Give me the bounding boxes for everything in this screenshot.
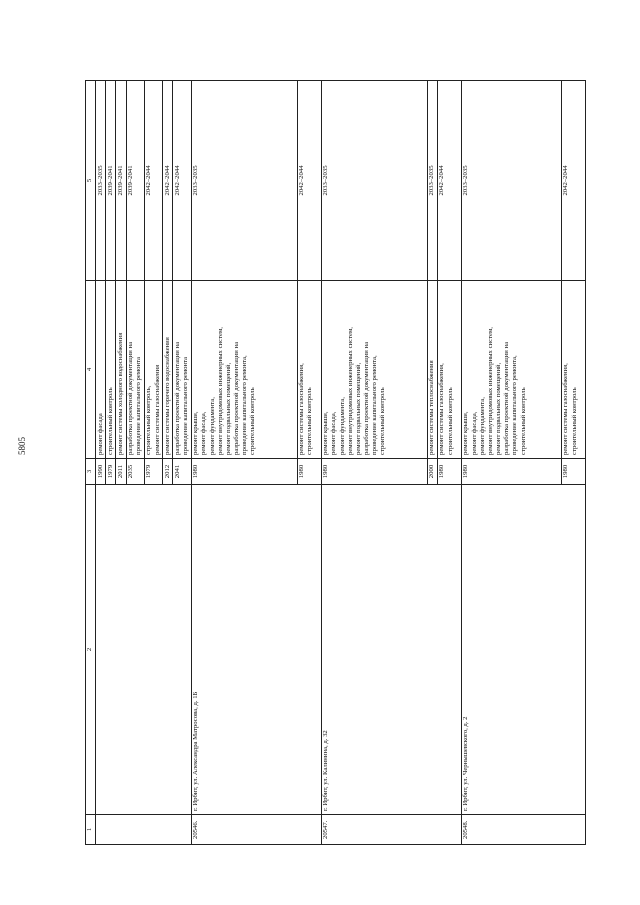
year-cell: 1980 bbox=[191, 459, 297, 485]
year-cell: 2041 bbox=[173, 459, 191, 485]
item-number-cell: 20546. bbox=[191, 815, 321, 845]
period-cell: 2039–2041 bbox=[106, 81, 116, 281]
work-type-cell: разработка проектной документации на проведение капитального ремонта bbox=[173, 281, 191, 459]
period-cell: 2039–2041 bbox=[116, 81, 126, 281]
header-col-2: 2 bbox=[86, 485, 96, 815]
table-row bbox=[321, 81, 427, 845]
period-cell: 2033–2035 bbox=[427, 81, 437, 281]
period-cell: 2033–2035 bbox=[191, 81, 297, 281]
work-type-cell: строительный контроль bbox=[106, 281, 116, 459]
table-body bbox=[86, 81, 586, 845]
work-type-cell: ремонт системы газоснабжения, строительный контроль bbox=[437, 281, 461, 459]
period-cell: 2039–2041 bbox=[126, 81, 144, 281]
period-cell: 2042–2044 bbox=[173, 81, 191, 281]
period-cell: 2033–2035 bbox=[321, 81, 427, 281]
period-cell: 2042–2044 bbox=[144, 81, 162, 281]
work-type-cell: строительный контроль, ремонт системы газоснабжения bbox=[144, 281, 162, 459]
work-type-cell: ремонт фасада bbox=[96, 281, 106, 459]
work-type-cell: ремонт системы теплоснабжения bbox=[427, 281, 437, 459]
year-cell: 1990 bbox=[96, 459, 106, 485]
address-cell bbox=[96, 485, 192, 815]
table-row bbox=[96, 81, 106, 845]
period-cell: 2042–2044 bbox=[561, 81, 585, 281]
year-cell: 1979 bbox=[144, 459, 162, 485]
period-cell: 2033–2035 bbox=[461, 81, 561, 281]
header-col-5: 5 bbox=[86, 81, 96, 281]
period-cell: 2033–2035 bbox=[96, 81, 106, 281]
table-row bbox=[461, 81, 561, 845]
year-cell: 2012 bbox=[163, 459, 173, 485]
header-col-1: 1 bbox=[86, 815, 96, 845]
header-row bbox=[86, 81, 96, 845]
work-type-cell: ремонт системы газоснабжения, строительный контроль bbox=[297, 281, 321, 459]
work-type-cell: ремонт крыши, ремонт фасада, ремонт фундамента, ремонт внутридомовых инженерных систем, ремонт подвальных помещений, разработка проектной документации на проведение капитального ремонта, строительный контроль bbox=[321, 281, 427, 459]
work-type-cell: разработка проектной документации на проведение капитального ремонта bbox=[126, 281, 144, 459]
period-cell: 2042–2044 bbox=[163, 81, 173, 281]
work-type-cell: ремонт системы горячего водоснабжения bbox=[163, 281, 173, 459]
year-cell: 2011 bbox=[116, 459, 126, 485]
item-number-cell bbox=[96, 815, 192, 845]
period-cell: 2042–2044 bbox=[297, 81, 321, 281]
header-col-4: 4 bbox=[86, 281, 96, 459]
year-cell: 1980 bbox=[561, 459, 585, 485]
item-number-cell: 20547. bbox=[321, 815, 461, 845]
rotated-table-frame bbox=[85, 81, 602, 845]
header-col-3: 3 bbox=[86, 459, 96, 485]
work-type-cell: ремонт системы холодного водоснабжения bbox=[116, 281, 126, 459]
address-cell: г. Ирбит, ул. Александра Матросова, д. 1Б bbox=[191, 485, 321, 815]
year-cell: 2000 bbox=[427, 459, 437, 485]
year-cell: 1980 bbox=[437, 459, 461, 485]
year-cell: 1980 bbox=[297, 459, 321, 485]
year-cell: 2035 bbox=[126, 459, 144, 485]
year-cell: 1979 bbox=[106, 459, 116, 485]
period-cell: 2042–2044 bbox=[437, 81, 461, 281]
page-number: 5805 bbox=[17, 437, 27, 455]
work-type-cell: ремонт системы газоснабжения, строительный контроль bbox=[561, 281, 585, 459]
address-cell: г. Ирбит, ул. Калинина, д. 32 bbox=[321, 485, 461, 815]
work-type-cell: ремонт крыши, ремонт фасада, ремонт фундамента, ремонт внутридомовых инженерных систем, ремонт подвальных помещений, разработка проектной документации на проведение капитального ремонта, строительный контроль bbox=[191, 281, 297, 459]
year-cell: 1980 bbox=[461, 459, 561, 485]
table-row bbox=[191, 81, 297, 845]
item-number-cell: 20548. bbox=[461, 815, 585, 845]
repair-schedule-table bbox=[85, 80, 586, 845]
work-type-cell: ремонт крыши, ремонт фасада, ремонт фундамента, ремонт внутридомовых инженерных систем, ремонт подвальных помещений, разработка проектной документации на проведение капитального ремонта, строительный контроль bbox=[461, 281, 561, 459]
address-cell: г. Ирбит, ул. Чернышевского, д. 2 bbox=[461, 485, 585, 815]
year-cell: 1980 bbox=[321, 459, 427, 485]
